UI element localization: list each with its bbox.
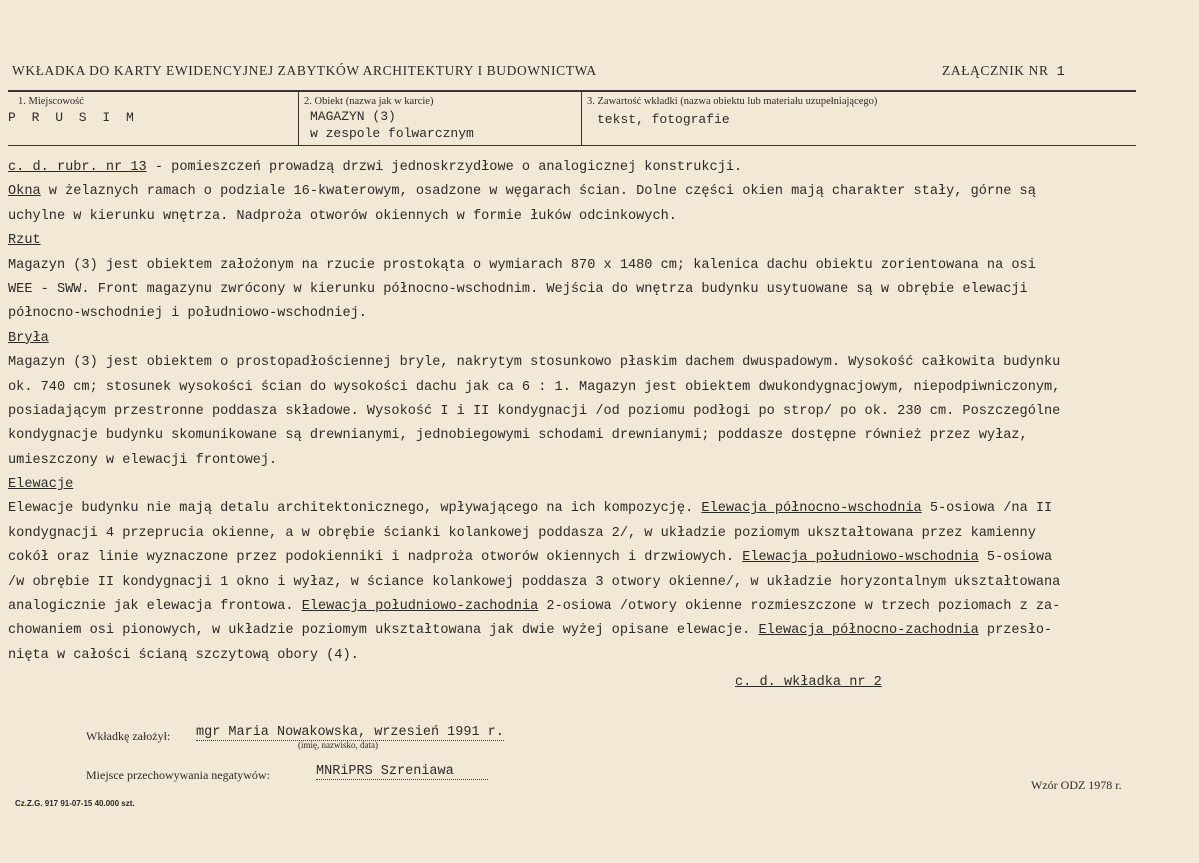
object-value-line2: w zespole folwarcznym [310,126,474,141]
print-code: Cz.Z.G. 917 91-07-15 40.000 szt. [15,799,135,808]
form-title: WKŁADKA DO KARTY EWIDENCYJNEJ ZABYTKÓW ARCHITEKTURY I BUDOWNICTWA [12,63,597,78]
text-line: Magazyn (3) jest obiektem o prostopadłościennej bryle, nakrytym stosunkowo płaskim dachem dwuspadowym. Wysokość całkowita budynku [8,355,1061,371]
table-top-rule [8,90,1136,92]
created-by-value: mgr Maria Nowakowska, wrzesień 1991 r. [196,725,504,740]
object-label: 2. Obiekt (nazwa jak w karcie) [304,96,434,107]
contents-value: tekst, fotografie [597,112,730,127]
location-label: 1. Miejscowość [18,96,84,107]
continuation-ref: c. d. rubr. nr 13 [8,160,147,175]
form-model: Wzór ODZ 1978 r. [1031,778,1122,792]
text-fragment: chowaniem osi pionowych, w układzie poziomym ukształtowana jak dwie wyżej opisane elewacje. [8,623,759,639]
text-line: kondygnacji 4 przeprucia okienne, a w obrębie ścianki kolankowej poddasza 2/, w układzie poziomym ukształtowana przez kamienny [8,525,1036,541]
text-fragment: 2-osiowa /otwory okienne rozmieszczone w trzech poziomach z za- [538,599,1061,615]
text-line: nięta w całości ścianą szczytową obory (4). [8,647,359,663]
section-heading-elevations: Elewacje [8,477,74,493]
text-line [8,619,1193,643]
negatives-value: MNRiPRS Szreniawa [316,764,488,780]
section-heading-plan: Rzut [8,233,41,249]
text-line [8,229,1193,253]
text-line [8,546,1193,570]
section-heading-windows: Okna [8,184,41,200]
text-line: północno-wschodniej i południowo-wschodniej. [8,306,367,322]
text-fragment: Elewacje budynku nie mają detalu architektonicznego, wpływającego na ich kompozycję. [8,501,702,517]
text-line [8,327,1193,351]
text-line: ok. 740 cm; stosunek wysokości ścian do wysokości dachu jak ca 6 : 1. Magazyn jest obiektem dwukondygnacjowym, niepodpiwniczonym, [8,379,1061,395]
elevation-heading: Elewacja południowo-zachodnia [301,599,539,615]
annex-label-text: ZAŁĄCZNIK NR [942,63,1049,78]
contents-label: 3. Zawartość wkładki (nazwa obiektu lub materiału uzupełniającego) [587,96,878,107]
created-by-caption: (imię, nazwisko, data) [298,740,378,750]
body-text [8,156,1193,668]
table-divider-2 [581,92,582,145]
table-bottom-rule [8,145,1136,146]
text-fragment: 5-osiowa [978,550,1053,566]
text-fragment: przesło- [978,623,1053,639]
text-line [8,180,1193,204]
text-line [8,156,1193,180]
negatives-label: Miejsce przechowywania negatywów: [86,768,270,782]
annex-label [942,63,1065,80]
annex-number: 1 [1056,65,1066,80]
location-value: P R U S I M [8,110,138,125]
text-line [8,473,1193,497]
text-line: uchylne w kierunku wnętrza. Nadproża otworów okiennych w formie łuków odcinkowych. [8,208,677,224]
created-by-label: Wkładkę założył: [86,729,171,743]
object-value-line1: MAGAZYN (3) [310,109,396,124]
text-fragment: cokół oraz linie wyznaczone przez podokienniki i nadproża otworów okiennych i drzwiowych. [8,550,743,566]
text-fragment: 5-osiowa /na II [921,501,1053,517]
text-line [8,595,1193,619]
continued-note: c. d. wkładka nr 2 [735,675,882,690]
text-line: WEE - SWW. Front magazynu zwrócony w kierunku północno-wschodnim. Wejścia do wnętrza budynku usytuowane są w obrębie elewacji [8,281,1028,297]
text-line: Magazyn (3) jest obiektem założonym na rzucie prostokąta o wymiarach 870 x 1480 cm; kalenica dachu obiektu zorientowana na osi [8,257,1036,273]
text-line: posiadającym przestronne poddasza składowe. Wysokość I i II kondygnacji /od poziomu podłogi po strop/ po ok. 230 cm. Poszczególne [8,403,1061,419]
text-line [8,497,1193,521]
text-fragment: analogicznie jak elewacja frontowa. [8,599,302,615]
table-divider-1 [298,92,299,145]
text-line: umieszczony w elewacji frontowej. [8,452,278,468]
elevation-heading: Elewacja południowo-wschodnia [742,550,979,566]
text-line: kondygnacje budynku skomunikowane są drewnianymi, jednobiegowymi schodami drewnianymi; poddasze dostępne również przez wyłaz, [8,428,1028,444]
elevation-heading: Elewacja północno-wschodnia [701,501,922,517]
text-fragment: w żelaznych ramach o podziale 16-kwaterowym, osadzone w węgarach ścian. Dolne części okien mają charakter stały, górne są [40,184,1036,200]
section-heading-massing: Bryła [8,330,49,346]
elevation-heading: Elewacja północno-zachodnia [758,623,979,639]
text-fragment: - pomieszczeń prowadzą drzwi jednoskrzydłowe o analogicznej konstrukcji. [146,160,743,175]
text-line: /w obrębie II kondygnacji 1 okno i wyłaz, w ściance kolankowej poddasza 3 otwory okienne/, w układzie horyzontalnym ukształtowana [8,574,1061,590]
